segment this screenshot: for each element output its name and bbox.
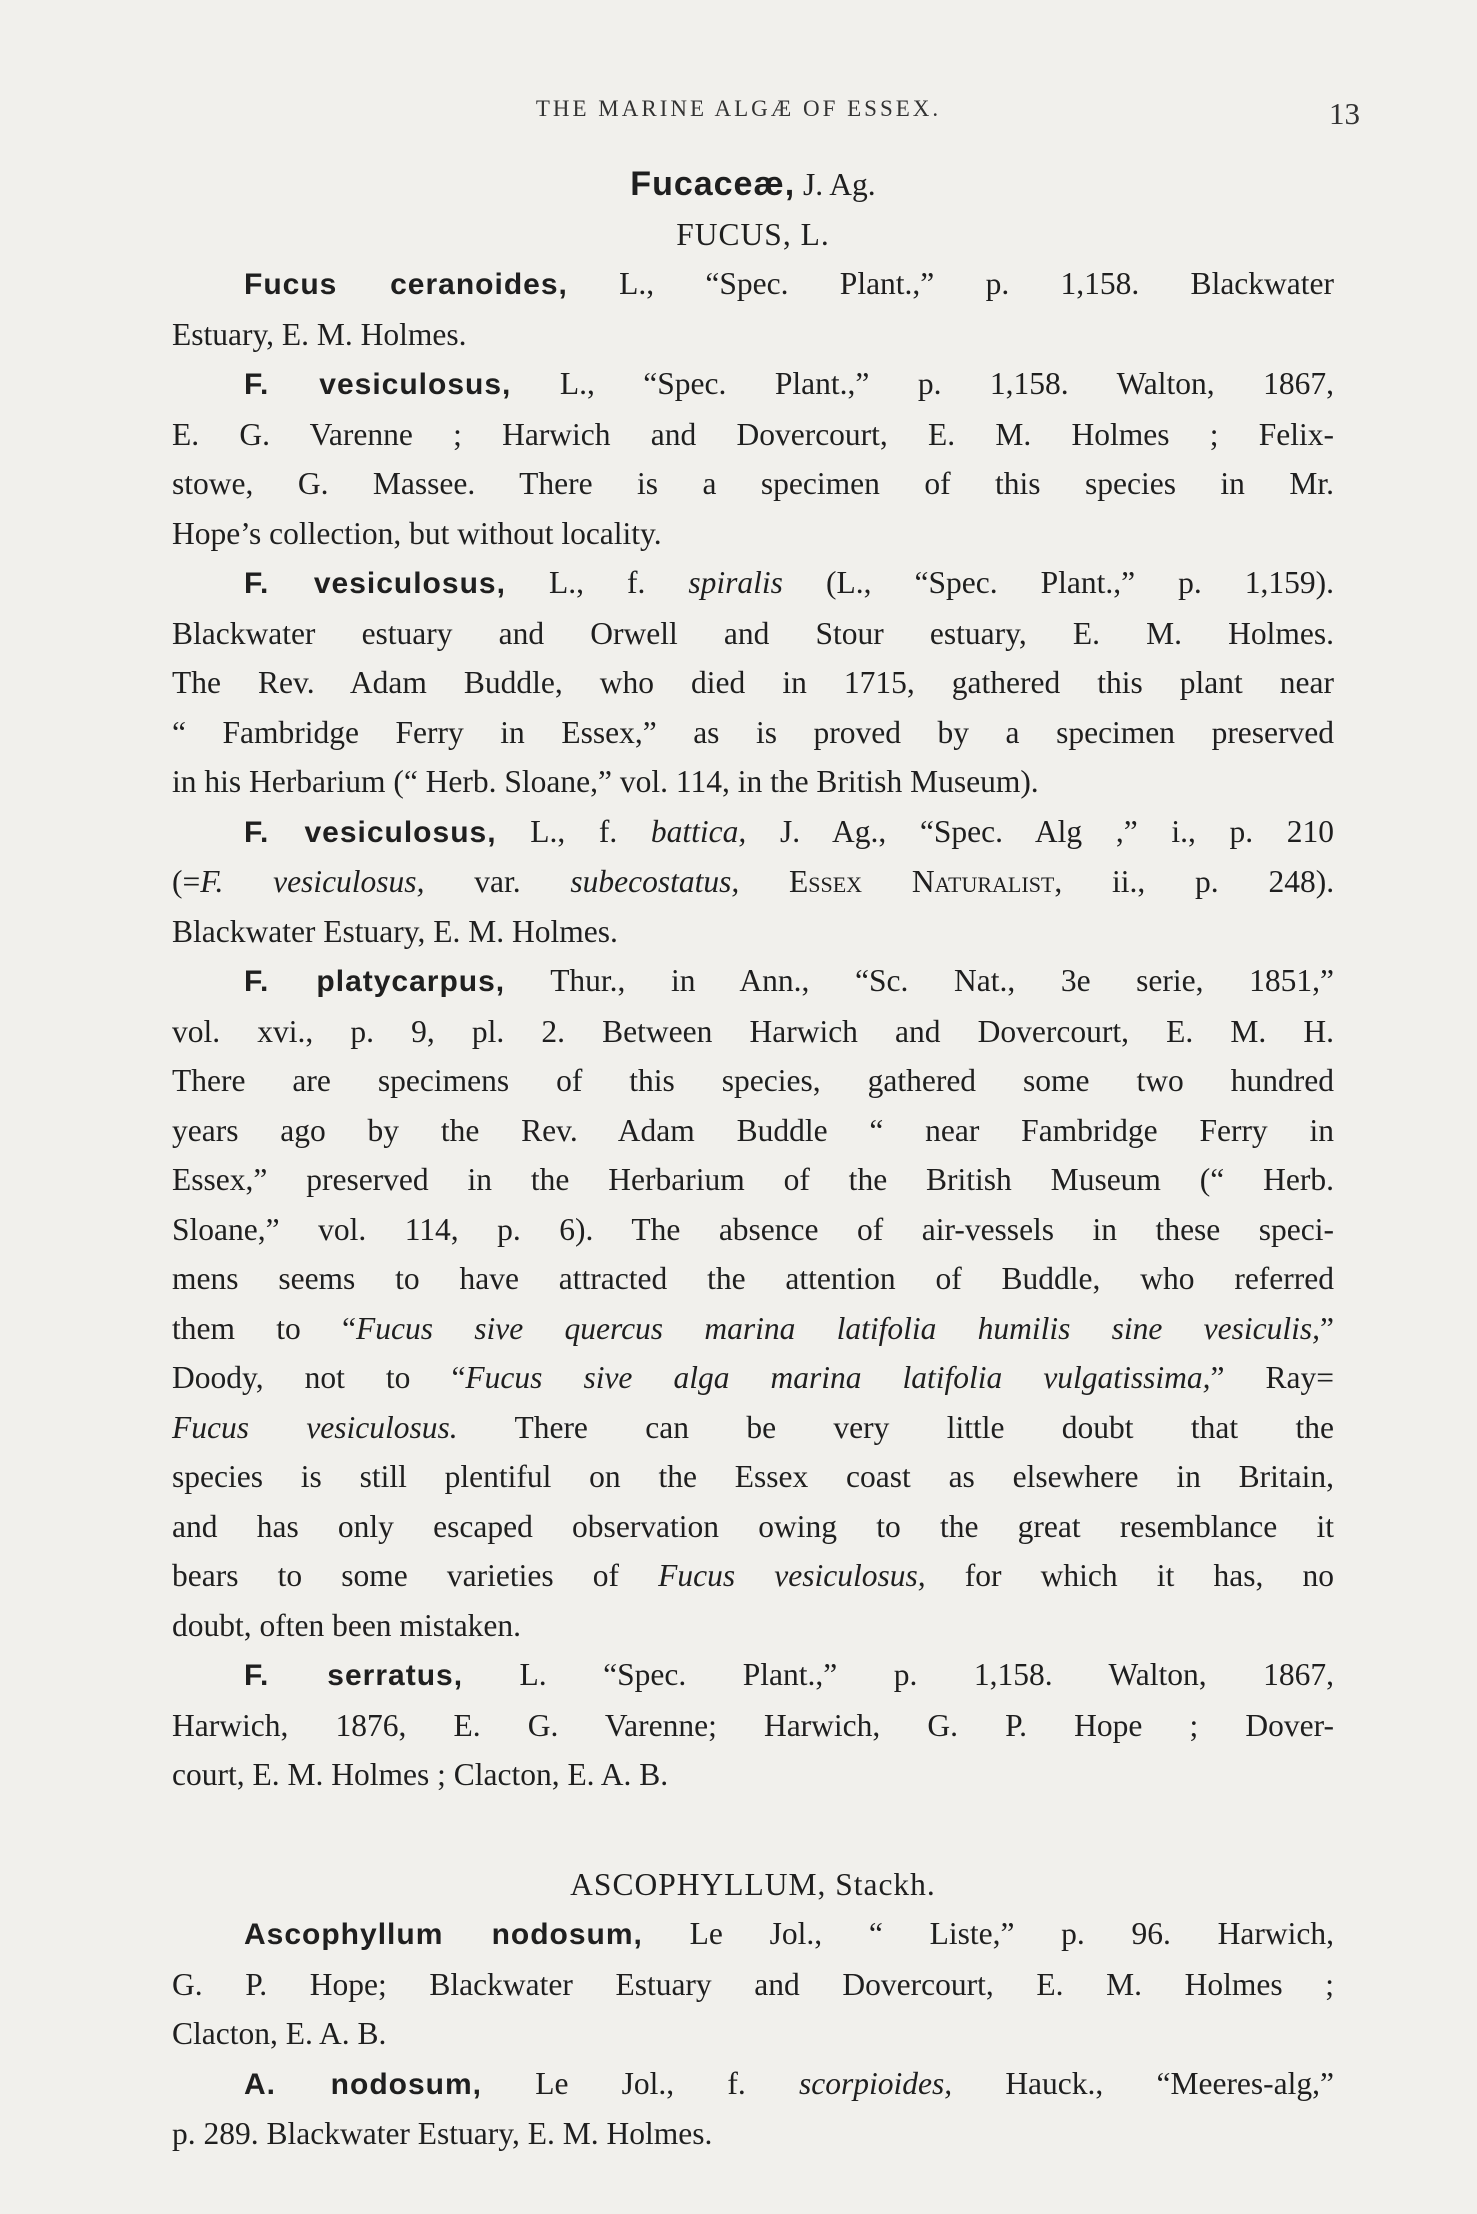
- entry-line: species is still plentiful on the Essex coast as elsewhere in Britain,: [172, 1459, 1334, 1494]
- entry-line: The Rev. Adam Buddle, who died in 1715, gathered this plant near: [172, 665, 1334, 700]
- entry-line: stowe, G. Massee. There is a specimen of this species in Mr.: [172, 466, 1334, 501]
- entry-line: Ascophyllum nodosum, Le Jol., “ Liste,” p. 96. Harwich,: [244, 1916, 1334, 1951]
- entry-line: Fucus ceranoides, L., “Spec. Plant.,” p. 1,158. Blackwater: [244, 266, 1334, 301]
- entry-line: G. P. Hope; Blackwater Estuary and Dovercourt, E. M. Holmes ;: [172, 1966, 1334, 2002]
- section-gap: [172, 1800, 1334, 1860]
- entry-line: F. vesiculosus, L., f. spiralis (L., “Spec. Plant.,” p. 1,159).: [244, 565, 1335, 600]
- entry-line: Sloane,” vol. 114, p. 6). The absence of air-vessels in these speci-: [172, 1211, 1334, 1247]
- entry-line: Blackwater Estuary, E. M. Holmes.: [172, 913, 618, 949]
- entry-line: Hope’s collection, but without locality.: [172, 515, 662, 551]
- entry-line: F. serratus, L. “Spec. Plant.,” p. 1,158. Walton, 1867,: [244, 1657, 1334, 1692]
- entry-line: Essex,” preserved in the Herbarium of the British Museum (“ Herb.: [172, 1162, 1334, 1197]
- entry-line: Clacton, E. A. B.: [172, 2016, 387, 2051]
- entry-line: Fucus vesiculosus. There can be very little doubt that the: [172, 1409, 1334, 1445]
- genus-heading-fucus: FUCUS, L.: [676, 216, 830, 252]
- entry-line: in his Herbarium (“ Herb. Sloane,” vol. 114, in the British Museum).: [172, 764, 1039, 799]
- entry-line: Estuary, E. M. Holmes.: [172, 316, 467, 352]
- entry-line: Blackwater estuary and Orwell and Stour estuary, E. M. Holmes.: [172, 615, 1334, 651]
- running-head: THE MARINE ALGÆ OF ESSEX.: [535, 96, 942, 121]
- page-number: 13: [1329, 96, 1360, 131]
- entry-line: E. G. Varenne ; Harwich and Dovercourt, E. M. Holmes ; Felix-: [172, 416, 1334, 452]
- entry-line: A. nodosum, Le Jol., f. scorpioides, Hauck., “Meeres-alg,”: [244, 2065, 1334, 2101]
- entry-line: p. 289. Blackwater Estuary, E. M. Holmes.: [172, 2116, 713, 2151]
- genus-heading-ascophyllum: ASCOPHYLLUM, Stackh.: [570, 1866, 936, 1902]
- entry-line: Harwich, 1876, E. G. Varenne; Harwich, G. P. Hope ; Dover-: [172, 1707, 1334, 1743]
- page-body: [172, 160, 1334, 2159]
- entry-line: bears to some varieties of Fucus vesiculosus, for which it has, no: [172, 1558, 1334, 1593]
- entry-line: vol. xvi., p. 9, pl. 2. Between Harwich and Dovercourt, E. M. H.: [172, 1013, 1334, 1049]
- entry-line: F. vesiculosus, L., f. battica, J. Ag., “Spec. Alg ,” i., p. 210: [244, 813, 1335, 849]
- entry-line: (=F. vesiculosus, var. subecostatus, Essex Naturalist, ii., p. 248).: [172, 864, 1335, 899]
- entry-line: them to “Fucus sive quercus marina latifolia humilis sine vesiculis,”: [172, 1310, 1334, 1346]
- entry-line: “ Fambridge Ferry in Essex,” as is proved by a specimen preserved: [172, 714, 1334, 750]
- entry-line: and has only escaped observation owing to the great resemblance it: [172, 1508, 1334, 1544]
- entry-line: F. vesiculosus, L., “Spec. Plant.,” p. 1,158. Walton, 1867,: [244, 366, 1334, 401]
- family-heading: Fucaceæ, J. Ag.: [630, 165, 876, 203]
- entry-line: court, E. M. Holmes ; Clacton, E. A. B.: [172, 1757, 669, 1792]
- entry-line: years ago by the Rev. Adam Buddle “ near Fambridge Ferry in: [172, 1112, 1334, 1148]
- entry-line: Doody, not to “Fucus sive alga marina latifolia vulgatissima,” Ray=: [172, 1360, 1334, 1395]
- entry-line: There are specimens of this species, gathered some two hundred: [172, 1063, 1334, 1098]
- entry-line: doubt, often been mistaken.: [172, 1607, 522, 1643]
- entry-line: mens seems to have attracted the attention of Buddle, who referred: [172, 1261, 1334, 1296]
- entry-line: F. platycarpus, Thur., in Ann., “Sc. Nat., 3e serie, 1851,”: [244, 963, 1334, 998]
